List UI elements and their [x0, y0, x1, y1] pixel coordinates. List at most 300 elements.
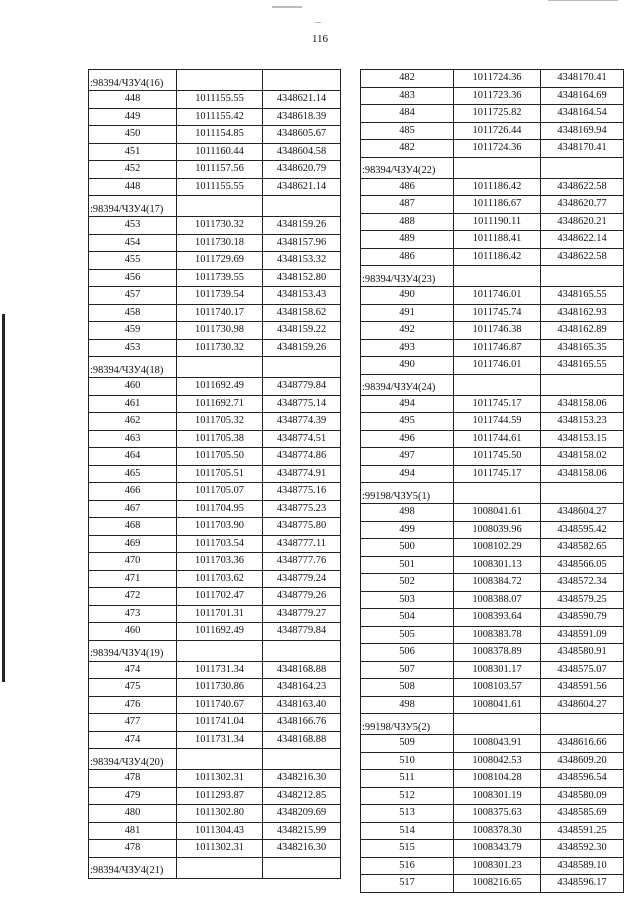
table-row [89, 483, 341, 501]
x-coordinate: 1011155.42 [177, 108, 263, 126]
table-row [89, 161, 341, 179]
empty-cell [454, 266, 541, 287]
y-coordinate: 4348159.22 [263, 322, 341, 340]
coordinates-table-left [88, 69, 341, 879]
table-row [361, 213, 624, 231]
table-row [361, 70, 624, 88]
table-row [361, 805, 624, 823]
table-row [361, 395, 624, 413]
y-coordinate: 4348157.96 [263, 234, 341, 252]
coordinates-table-left-body [89, 70, 341, 879]
x-coordinate: 1011705.51 [177, 465, 263, 483]
y-coordinate: 4348591.09 [541, 626, 624, 644]
y-coordinate: 4348775.14 [263, 395, 341, 413]
point-number: 500 [361, 539, 454, 557]
table-row [361, 87, 624, 105]
table-row [89, 714, 341, 732]
point-number: 474 [89, 661, 177, 679]
y-coordinate: 4348566.05 [541, 556, 624, 574]
x-coordinate: 1008043.91 [454, 735, 541, 753]
table-row [361, 521, 624, 539]
empty-cell [263, 196, 341, 217]
x-coordinate: 1011703.62 [177, 570, 263, 588]
table-row [89, 822, 341, 840]
y-coordinate: 4348779.26 [263, 588, 341, 606]
parcel-label: :98394/ЧЗУ4(23) [361, 266, 454, 287]
scan-speck [272, 6, 302, 8]
point-number: 487 [361, 196, 454, 214]
parcel-header-row [361, 266, 624, 287]
point-number: 450 [89, 126, 177, 144]
point-number: 475 [89, 679, 177, 697]
y-coordinate: 4348618.39 [263, 108, 341, 126]
table-row [361, 591, 624, 609]
x-coordinate: 1011701.31 [177, 605, 263, 623]
parcel-header-row [361, 483, 624, 504]
table-row [89, 696, 341, 714]
point-number: 482 [361, 70, 454, 88]
x-coordinate: 1008384.72 [454, 574, 541, 592]
x-coordinate: 1008042.53 [454, 752, 541, 770]
parcel-label: :99198/ЧЗУ5(2) [361, 714, 454, 735]
y-coordinate: 4348153.32 [263, 252, 341, 270]
table-row [89, 553, 341, 571]
x-coordinate: 1008301.13 [454, 556, 541, 574]
point-number: 517 [361, 875, 454, 893]
y-coordinate: 4348159.26 [263, 339, 341, 357]
parcel-label: :98394/ЧЗУ4(18) [89, 357, 177, 378]
table-row [89, 108, 341, 126]
table-row [89, 322, 341, 340]
point-number: 455 [89, 252, 177, 270]
point-number: 490 [361, 287, 454, 305]
y-coordinate: 4348572.34 [541, 574, 624, 592]
y-coordinate: 4348162.89 [541, 322, 624, 340]
point-number: 460 [89, 378, 177, 396]
table-row [361, 609, 624, 627]
empty-cell [177, 70, 263, 91]
table-row [361, 770, 624, 788]
y-coordinate: 4348596.17 [541, 875, 624, 893]
point-number: 458 [89, 304, 177, 322]
y-coordinate: 4348775.16 [263, 483, 341, 501]
y-coordinate: 4348622.58 [541, 178, 624, 196]
y-coordinate: 4348158.06 [541, 395, 624, 413]
table-row [361, 504, 624, 522]
x-coordinate: 1011739.54 [177, 287, 263, 305]
point-number: 489 [361, 231, 454, 249]
table-row [89, 448, 341, 466]
table-row [361, 122, 624, 140]
y-coordinate: 4348774.39 [263, 413, 341, 431]
table-row [89, 805, 341, 823]
y-coordinate: 4348152.80 [263, 269, 341, 287]
table-row [361, 231, 624, 249]
point-number: 456 [89, 269, 177, 287]
point-number: 488 [361, 213, 454, 231]
table-row [361, 840, 624, 858]
point-number: 459 [89, 322, 177, 340]
point-number: 503 [361, 591, 454, 609]
y-coordinate: 4348216.30 [263, 840, 341, 858]
table-row [361, 448, 624, 466]
table-row [89, 287, 341, 305]
empty-cell [177, 640, 263, 661]
table-row [361, 196, 624, 214]
y-coordinate: 4348158.62 [263, 304, 341, 322]
y-coordinate: 4348165.55 [541, 287, 624, 305]
point-number: 516 [361, 857, 454, 875]
x-coordinate: 1011703.90 [177, 518, 263, 536]
empty-cell [263, 857, 341, 878]
y-coordinate: 4348164.54 [541, 105, 624, 123]
x-coordinate: 1011157.56 [177, 161, 263, 179]
x-coordinate: 1011741.04 [177, 714, 263, 732]
y-coordinate: 4348164.69 [541, 87, 624, 105]
point-number: 449 [89, 108, 177, 126]
table-row [89, 378, 341, 396]
parcel-label: :98394/ЧЗУ4(22) [361, 157, 454, 178]
x-coordinate: 1008378.30 [454, 822, 541, 840]
table-row [361, 287, 624, 305]
scan-speck [315, 22, 321, 23]
point-number: 478 [89, 840, 177, 858]
y-coordinate: 4348589.10 [541, 857, 624, 875]
empty-cell [177, 749, 263, 770]
y-coordinate: 4348575.07 [541, 661, 624, 679]
table-row [89, 588, 341, 606]
y-coordinate: 4348170.41 [541, 140, 624, 158]
x-coordinate: 1011692.71 [177, 395, 263, 413]
x-coordinate: 1011723.36 [454, 87, 541, 105]
y-coordinate: 4348775.23 [263, 500, 341, 518]
x-coordinate: 1011705.50 [177, 448, 263, 466]
parcel-label: :98394/ЧЗУ4(17) [89, 196, 177, 217]
x-coordinate: 1011745.17 [454, 465, 541, 483]
table-row [361, 322, 624, 340]
point-number: 494 [361, 465, 454, 483]
table-row [89, 234, 341, 252]
table-row [361, 574, 624, 592]
point-number: 448 [89, 178, 177, 196]
parcel-header-row [89, 640, 341, 661]
y-coordinate: 4348158.02 [541, 448, 624, 466]
table-row [89, 126, 341, 144]
parcel-header-row [89, 357, 341, 378]
x-coordinate: 1011705.38 [177, 430, 263, 448]
table-row [361, 556, 624, 574]
x-coordinate: 1011740.17 [177, 304, 263, 322]
parcel-label: :99198/ЧЗУ5(1) [361, 483, 454, 504]
x-coordinate: 1011703.54 [177, 535, 263, 553]
coordinates-table-right-body [361, 70, 624, 893]
x-coordinate: 1011186.67 [454, 196, 541, 214]
x-coordinate: 1008041.61 [454, 504, 541, 522]
x-coordinate: 1011190.11 [454, 213, 541, 231]
table-row [89, 679, 341, 697]
y-coordinate: 4348168.88 [263, 661, 341, 679]
x-coordinate: 1011745.74 [454, 304, 541, 322]
parcel-label: :98394/ЧЗУ4(24) [361, 374, 454, 395]
x-coordinate: 1011186.42 [454, 178, 541, 196]
x-coordinate: 1008039.96 [454, 521, 541, 539]
table-row [89, 143, 341, 161]
table-row [361, 696, 624, 714]
point-number: 453 [89, 339, 177, 357]
point-number: 468 [89, 518, 177, 536]
point-number: 452 [89, 161, 177, 179]
table-row [89, 91, 341, 109]
point-number: 502 [361, 574, 454, 592]
y-coordinate: 4348162.93 [541, 304, 624, 322]
y-coordinate: 4348580.91 [541, 644, 624, 662]
point-number: 465 [89, 465, 177, 483]
y-coordinate: 4348212.85 [263, 787, 341, 805]
empty-cell [454, 157, 541, 178]
empty-cell [263, 640, 341, 661]
x-coordinate: 1008041.61 [454, 696, 541, 714]
y-coordinate: 4348774.86 [263, 448, 341, 466]
x-coordinate: 1011705.32 [177, 413, 263, 431]
y-coordinate: 4348779.84 [263, 623, 341, 641]
parcel-header-row [89, 196, 341, 217]
y-coordinate: 4348779.84 [263, 378, 341, 396]
y-coordinate: 4348209.69 [263, 805, 341, 823]
y-coordinate: 4348604.27 [541, 696, 624, 714]
table-row [361, 735, 624, 753]
table-row [361, 626, 624, 644]
x-coordinate: 1011725.82 [454, 105, 541, 123]
y-coordinate: 4348777.11 [263, 535, 341, 553]
x-coordinate: 1011302.31 [177, 840, 263, 858]
empty-cell [541, 483, 624, 504]
point-number: 498 [361, 696, 454, 714]
point-number: 457 [89, 287, 177, 305]
point-number: 513 [361, 805, 454, 823]
x-coordinate: 1011724.36 [454, 70, 541, 88]
y-coordinate: 4348585.69 [541, 805, 624, 823]
x-coordinate: 1011731.34 [177, 731, 263, 749]
table-row [361, 430, 624, 448]
point-number: 476 [89, 696, 177, 714]
x-coordinate: 1011304.43 [177, 822, 263, 840]
point-number: 482 [361, 140, 454, 158]
empty-cell [263, 357, 341, 378]
point-number: 460 [89, 623, 177, 641]
x-coordinate: 1008393.64 [454, 609, 541, 627]
point-number: 496 [361, 430, 454, 448]
table-row [361, 644, 624, 662]
x-coordinate: 1011293.87 [177, 787, 263, 805]
point-number: 453 [89, 217, 177, 235]
table-row [361, 304, 624, 322]
y-coordinate: 4348579.25 [541, 591, 624, 609]
x-coordinate: 1011730.32 [177, 339, 263, 357]
point-number: 469 [89, 535, 177, 553]
x-coordinate: 1011702.47 [177, 588, 263, 606]
table-row [89, 661, 341, 679]
table-row [89, 178, 341, 196]
y-coordinate: 4348153.43 [263, 287, 341, 305]
x-coordinate: 1011704.95 [177, 500, 263, 518]
y-coordinate: 4348596.54 [541, 770, 624, 788]
empty-cell [177, 857, 263, 878]
x-coordinate: 1011154.85 [177, 126, 263, 144]
table-row [89, 731, 341, 749]
parcel-label: :98394/ЧЗУ4(19) [89, 640, 177, 661]
parcel-header-row [361, 374, 624, 395]
y-coordinate: 4348774.51 [263, 430, 341, 448]
table-row [361, 787, 624, 805]
point-number: 479 [89, 787, 177, 805]
point-number: 514 [361, 822, 454, 840]
parcel-header-row [361, 157, 624, 178]
x-coordinate: 1011744.61 [454, 430, 541, 448]
x-coordinate: 1011302.31 [177, 770, 263, 788]
point-number: 505 [361, 626, 454, 644]
empty-cell [263, 749, 341, 770]
x-coordinate: 1011302.80 [177, 805, 263, 823]
x-coordinate: 1011730.32 [177, 217, 263, 235]
x-coordinate: 1011745.17 [454, 395, 541, 413]
point-number: 501 [361, 556, 454, 574]
table-row [361, 413, 624, 431]
y-coordinate: 4348168.88 [263, 731, 341, 749]
x-coordinate: 1008301.23 [454, 857, 541, 875]
y-coordinate: 4348777.76 [263, 553, 341, 571]
point-number: 490 [361, 357, 454, 375]
x-coordinate: 1011188.41 [454, 231, 541, 249]
point-number: 481 [89, 822, 177, 840]
y-coordinate: 4348622.14 [541, 231, 624, 249]
point-number: 507 [361, 661, 454, 679]
y-coordinate: 4348164.23 [263, 679, 341, 697]
point-number: 463 [89, 430, 177, 448]
y-coordinate: 4348604.58 [263, 143, 341, 161]
table-row [361, 339, 624, 357]
y-coordinate: 4348609.20 [541, 752, 624, 770]
parcel-label: :98394/ЧЗУ4(21) [89, 857, 177, 878]
point-number: 480 [89, 805, 177, 823]
empty-cell [541, 374, 624, 395]
x-coordinate: 1011739.55 [177, 269, 263, 287]
table-row [361, 857, 624, 875]
x-coordinate: 1008103.57 [454, 679, 541, 697]
empty-cell [541, 157, 624, 178]
y-coordinate: 4348216.30 [263, 770, 341, 788]
y-coordinate: 4348604.27 [541, 504, 624, 522]
x-coordinate: 1011724.36 [454, 140, 541, 158]
y-coordinate: 4348153.23 [541, 413, 624, 431]
point-number: 493 [361, 339, 454, 357]
y-coordinate: 4348616.66 [541, 735, 624, 753]
table-row [89, 339, 341, 357]
x-coordinate: 1011705.07 [177, 483, 263, 501]
x-coordinate: 1011746.38 [454, 322, 541, 340]
point-number: 492 [361, 322, 454, 340]
y-coordinate: 4348779.24 [263, 570, 341, 588]
table-row [89, 570, 341, 588]
y-coordinate: 4348165.35 [541, 339, 624, 357]
y-coordinate: 4348215.99 [263, 822, 341, 840]
table-row [361, 539, 624, 557]
x-coordinate: 1008343.79 [454, 840, 541, 858]
point-number: 478 [89, 770, 177, 788]
y-coordinate: 4348170.41 [541, 70, 624, 88]
empty-cell [454, 714, 541, 735]
x-coordinate: 1011726.44 [454, 122, 541, 140]
table-row [361, 822, 624, 840]
point-number: 498 [361, 504, 454, 522]
table-row [361, 465, 624, 483]
parcel-header-row [89, 749, 341, 770]
table-row [89, 518, 341, 536]
y-coordinate: 4348620.79 [263, 161, 341, 179]
parcel-label: :98394/ЧЗУ4(20) [89, 749, 177, 770]
y-coordinate: 4348580.09 [541, 787, 624, 805]
point-number: 495 [361, 413, 454, 431]
table-row [89, 535, 341, 553]
x-coordinate: 1008216.65 [454, 875, 541, 893]
point-number: 497 [361, 448, 454, 466]
point-number: 508 [361, 679, 454, 697]
y-coordinate: 4348590.79 [541, 609, 624, 627]
point-number: 509 [361, 735, 454, 753]
table-row [89, 217, 341, 235]
x-coordinate: 1008375.63 [454, 805, 541, 823]
point-number: 472 [89, 588, 177, 606]
point-number: 512 [361, 787, 454, 805]
table-row [89, 770, 341, 788]
table-row [361, 661, 624, 679]
table-row [361, 178, 624, 196]
x-coordinate: 1008104.28 [454, 770, 541, 788]
point-number: 471 [89, 570, 177, 588]
y-coordinate: 4348582.65 [541, 539, 624, 557]
y-coordinate: 4348620.77 [541, 196, 624, 214]
y-coordinate: 4348159.26 [263, 217, 341, 235]
point-number: 474 [89, 731, 177, 749]
table-row [89, 430, 341, 448]
table-row [361, 679, 624, 697]
y-coordinate: 4348605.67 [263, 126, 341, 144]
point-number: 486 [361, 178, 454, 196]
x-coordinate: 1011155.55 [177, 91, 263, 109]
x-coordinate: 1011730.98 [177, 322, 263, 340]
point-number: 451 [89, 143, 177, 161]
x-coordinate: 1011746.87 [454, 339, 541, 357]
table-row [89, 395, 341, 413]
point-number: 510 [361, 752, 454, 770]
point-number: 491 [361, 304, 454, 322]
table-row [361, 752, 624, 770]
y-coordinate: 4348621.14 [263, 91, 341, 109]
table-row [89, 787, 341, 805]
table-row [361, 105, 624, 123]
point-number: 511 [361, 770, 454, 788]
x-coordinate: 1011744.59 [454, 413, 541, 431]
y-coordinate: 4348621.14 [263, 178, 341, 196]
point-number: 454 [89, 234, 177, 252]
x-coordinate: 1011745.50 [454, 448, 541, 466]
point-number: 506 [361, 644, 454, 662]
parcel-header-row [361, 714, 624, 735]
table-row [361, 248, 624, 266]
point-number: 477 [89, 714, 177, 732]
x-coordinate: 1008301.17 [454, 661, 541, 679]
x-coordinate: 1011692.49 [177, 623, 263, 641]
point-number: 483 [361, 87, 454, 105]
